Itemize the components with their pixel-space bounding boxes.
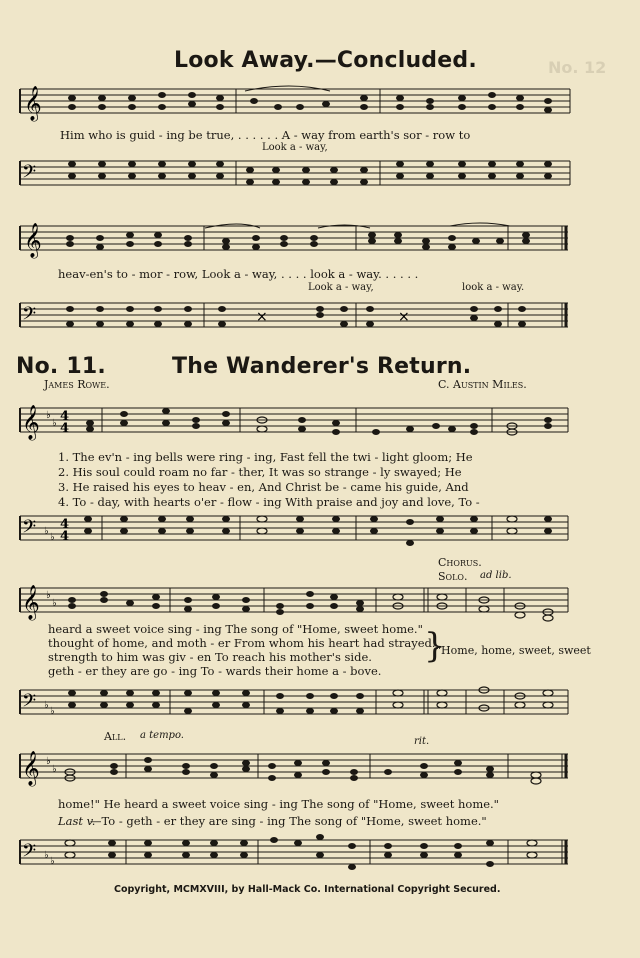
svg-text:♭: ♭: [46, 590, 51, 601]
svg-text:♭: ♭: [44, 526, 49, 537]
verse-4-line-2: geth - er they are go - ing To - wards their home a - bove.: [48, 664, 382, 678]
svg-text:♭: ♭: [50, 856, 55, 867]
staff-system-4-treble: [0, 582, 640, 622]
verse-block-2: [48, 622, 436, 678]
bleed-through-text: No. 12: [548, 58, 607, 77]
svg-text:♭: ♭: [52, 764, 57, 775]
verse-4-line-1: 4. To - day, with hearts o'er - flow - ing With praise and joy and love, To -: [58, 495, 480, 509]
staff-system-5-treble: [0, 748, 640, 788]
svg-text:♭: ♭: [46, 756, 51, 767]
staff-system-4-bass: [0, 684, 640, 724]
svg-text:♭: ♭: [44, 850, 49, 861]
verse-3-line-1: 3. He raised his eyes to heav - en, And Christ be - came his guide, And: [58, 480, 469, 494]
svg-text:4: 4: [60, 517, 70, 532]
lyrics-line-2-alt-a: Look a - way,: [308, 282, 374, 293]
svg-text:𝄢: 𝄢: [22, 162, 37, 187]
verse-2-line-1: 2. His soul could roam no far - ther, It was so strange - ly swayed; He: [58, 465, 462, 479]
staff-system-2-bass: [0, 297, 640, 337]
a-tempo-marking: a tempo.: [140, 730, 184, 741]
staff-system-1-bass: [0, 155, 640, 195]
svg-text:𝄞: 𝄞: [24, 223, 42, 258]
lyrics-line-2: heav-en's to - mor - row, Look a - way, . . . . look a - way. . . . . .: [58, 267, 419, 281]
svg-text:♭: ♭: [46, 410, 51, 421]
lyrics-line-1-alt: Look a - way,: [262, 142, 328, 153]
composer-credit: C. Austin Miles.: [438, 378, 527, 391]
lyrics-line-1: Him who is guid - ing be true, . . . . . . A - way from earth's sor - row to: [60, 128, 471, 142]
svg-text:𝄞: 𝄞: [24, 86, 42, 121]
svg-text:♭: ♭: [52, 598, 57, 609]
hymn-title: The Wanderer's Return.: [172, 354, 472, 379]
solo-label: Solo.: [438, 570, 468, 583]
verse-brace: }: [424, 626, 446, 666]
staff-system-1-treble: [0, 83, 640, 123]
svg-text:4: 4: [60, 409, 70, 424]
staff-system-3-bass: [0, 510, 640, 550]
hymn-number: No. 11.: [16, 354, 106, 379]
verse-3-line-2: strength to him was giv - en To reach his mother's side.: [48, 650, 372, 664]
svg-text:♭: ♭: [44, 700, 49, 711]
staff-system-5-bass: [0, 834, 640, 874]
svg-text:𝄢: 𝄢: [22, 841, 37, 866]
svg-text:×: ×: [398, 309, 410, 325]
svg-text:𝄢: 𝄢: [22, 517, 37, 542]
last-verse-label: Last v.: [58, 814, 96, 828]
ad-lib-marking: ad lib.: [480, 570, 512, 581]
svg-text:♭: ♭: [50, 706, 55, 717]
copyright-notice: Copyright, MCMXVIII, by Hall-Mack Co. International Copyright Secured.: [114, 884, 501, 895]
staff-system-3-treble: [0, 402, 640, 442]
chorus-words: "Home, home, sweet, sweet: [436, 644, 591, 657]
verse-1-line-2: heard a sweet voice sing - ing The song of "Home, sweet home.": [48, 622, 423, 636]
all-label: All.: [104, 730, 127, 743]
staff-system-2-treble: [0, 220, 640, 260]
rit-marking: rit.: [414, 736, 430, 747]
svg-text:4: 4: [60, 421, 70, 436]
svg-text:×: ×: [256, 309, 268, 325]
lyricist-credit: James Rowe.: [44, 378, 110, 391]
verse-1-line-1: 1. The ev'n - ing bells were ring - ing, Fast fell the twi - light gloom; He: [58, 450, 473, 464]
chorus-label: Chorus.: [438, 556, 482, 569]
svg-text:♭: ♭: [50, 532, 55, 543]
last-verse-line-3: —To - geth - er they are sing - ing The song of "Home, sweet home.": [90, 814, 487, 828]
svg-text:𝄢: 𝄢: [22, 304, 37, 329]
section-title-look-away: Look Away.—Concluded.: [174, 48, 477, 73]
chorus-line-3: home!" He heard a sweet voice sing - ing The song of "Home, sweet home.": [58, 797, 499, 811]
svg-text:4: 4: [60, 529, 70, 544]
svg-text:𝄞: 𝄞: [22, 405, 40, 440]
svg-text:♭: ♭: [52, 418, 57, 429]
verse-2-line-2: thought of home, and moth - er From whom his heart had strayed.: [48, 636, 436, 650]
verse-block-1: [58, 450, 480, 510]
lyrics-line-2-alt-b: look a - way.: [462, 282, 525, 293]
svg-text:𝄞: 𝄞: [22, 751, 40, 786]
svg-text:𝄞: 𝄞: [22, 585, 40, 620]
svg-text:𝄢: 𝄢: [22, 691, 37, 716]
